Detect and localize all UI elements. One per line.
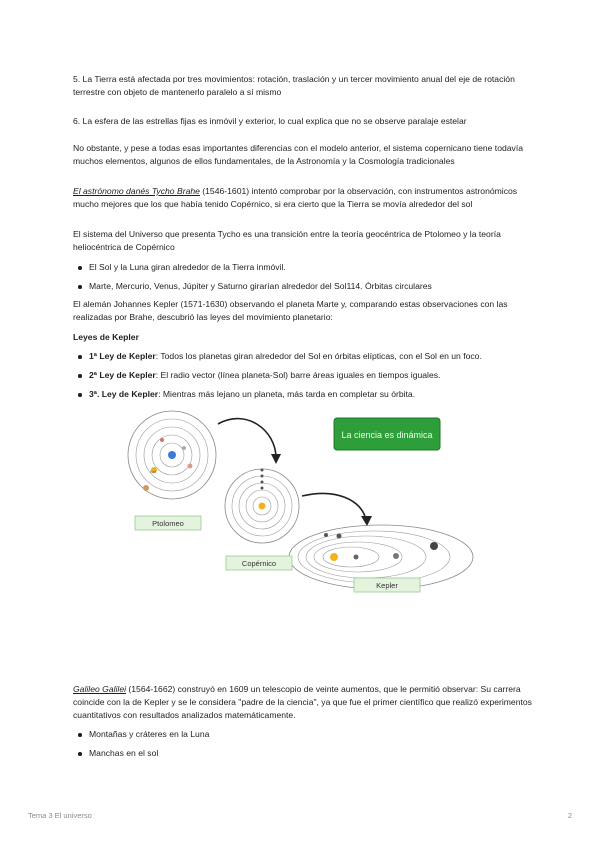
footer-title: Tema 3 El universo	[28, 811, 92, 820]
list-item: Marte, Mercurio, Venus, Júpiter y Saturno girarían alrededor del Sol114. Órbitas circulares	[73, 280, 533, 293]
heading-kepler-laws: Leyes de Kepler	[73, 332, 139, 342]
cosmology-models-figure	[126, 410, 474, 598]
list-item: Manchas en el sol	[73, 747, 533, 760]
ptolemaic-diagram	[128, 411, 216, 499]
galileo-text: (1564-1662) construyó en 1609 un telescopio de veinte aumentos, que le permitió observar: Su carrera coincide con la de Kepler y se le considera "padre de la ciencia", ya que fue el primer científico que realizó experimentos cuantitativos con resultados analizados matemáticamente.	[73, 684, 532, 720]
paragraph-fixed-stars: 6. La esfera de las estrellas fijas es inmóvil y exterior, lo cual explica que no se observe paralaje estelar	[73, 116, 467, 126]
paragraph-copernican-system: No obstante, y pese a todas esas importantes diferencias con el modelo anterior, el sistema copernicano tiene todavía muchos elementos, algunos de ellos fundamentales, de la Astronomía y la Cosmología tradicionales	[73, 143, 524, 166]
kepler-laws-list	[73, 350, 533, 401]
list-item	[73, 388, 533, 401]
tycho-bullet-list	[73, 261, 533, 293]
law-title: 1ª Ley de Kepler	[89, 351, 156, 361]
list-item: El Sol y la Luna giran alrededor de la Tierra inmóvil.	[73, 261, 533, 274]
law-title: 2ª Ley de Kepler	[89, 370, 156, 380]
ptolomeo-label: Ptolomeo	[152, 519, 184, 528]
law-text: : Todos los planetas giran alrededor del Sol en órbitas elípticas, con el Sol en un foco.	[155, 351, 482, 361]
copernico-label: Copérnico	[241, 559, 277, 568]
list-item	[73, 350, 533, 363]
arrow-head-icon	[361, 516, 372, 526]
page-number: 2	[567, 811, 572, 820]
paragraph-tycho-brahe	[73, 185, 533, 211]
kepler-label: Kepler	[376, 581, 398, 590]
banner-text: La ciencia es dinámica	[341, 430, 433, 440]
law-title: 3ª. Ley de Kepler	[89, 389, 159, 399]
copernican-planet-list	[261, 469, 264, 490]
sun-mark-label: Sol	[150, 469, 156, 474]
arrow-head-icon	[271, 454, 281, 464]
paragraph-tycho-system: El sistema del Universo que presenta Tycho es una transición entre la teoría geocéntrica de Ptolomeo y la teoría heliocéntrica de Copérnico	[73, 229, 501, 252]
copernican-diagram	[225, 469, 299, 543]
law-text: : Mientras más lejano un planeta, más tarda en completar su órbita.	[158, 389, 416, 399]
law-text: : El radio vector (línea planeta-Sol) barre áreas iguales en tiempos iguales.	[155, 370, 441, 380]
list-item: Montañas y cráteres en la Luna	[73, 728, 533, 741]
tycho-brahe-link[interactable]: El astrónomo danés Tycho Brahe	[73, 186, 200, 196]
galileo-link[interactable]: Galileo Galilei	[73, 684, 127, 694]
arrow-icon	[218, 419, 276, 458]
galileo-bullet-list	[73, 728, 533, 760]
tycho-brahe-text: (1546-1601) intentó comprobar por la observación, con instrumentos astronómicos mucho mejores que los que había tenido Copérnico, si era cierto que la Tierra se movía alrededor del sol	[73, 186, 518, 209]
paragraph-earth-movements: 5. La Tierra está afectada por tres movimientos: rotación, traslación y un tercer movimiento anual del eje de rotación terrestre con objeto de mantenerlo paralelo a sí mismo	[73, 74, 515, 97]
paragraph-kepler: El alemán Johannes Kepler (1571-1630) observando el planeta Marte y, comparando estas observaciones con las realizadas por Brahe, descubrió las leyes del movimiento planetario:	[73, 299, 508, 322]
arrow-icon	[302, 493, 366, 520]
paragraph-galileo	[73, 683, 533, 722]
list-item	[73, 369, 533, 382]
